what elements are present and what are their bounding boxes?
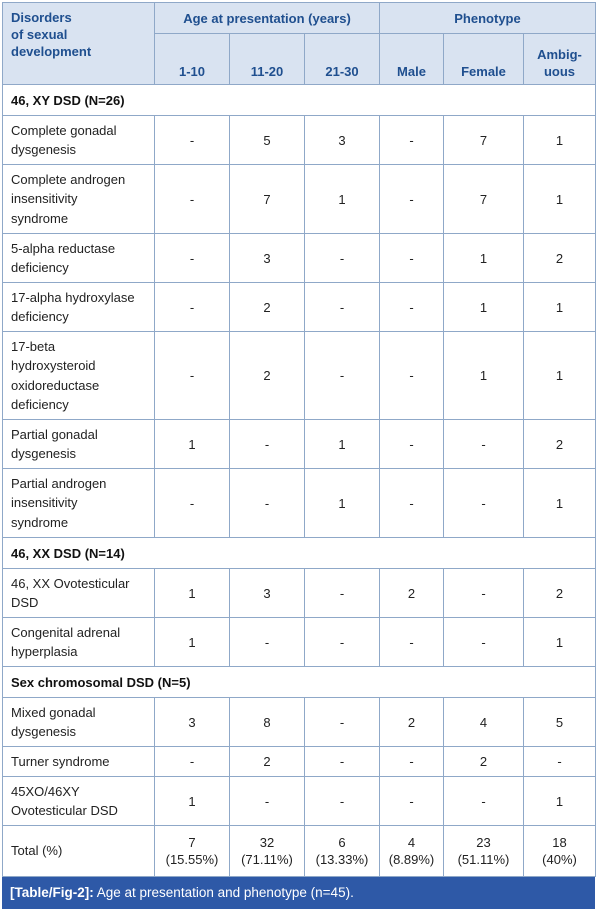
cell-value: 1 <box>524 618 596 667</box>
row-label-line: 17-alpha hydroxylase <box>11 289 135 305</box>
cell-value: - <box>305 283 380 332</box>
cell-value: 7 <box>444 165 524 234</box>
row-label <box>3 777 155 826</box>
table-row <box>3 234 596 283</box>
cell-value: 3 <box>305 116 380 165</box>
dsd-table <box>2 2 596 877</box>
cell-value: - <box>380 618 444 667</box>
table-row <box>3 469 596 538</box>
cell-value: 2 <box>444 747 524 777</box>
row-label-line: hyperplasia <box>11 644 78 659</box>
row-label-line: Turner syndrome <box>11 753 110 769</box>
cell-value <box>155 826 230 877</box>
column-header: 1-10 <box>155 34 230 85</box>
cell-value: 2 <box>380 698 444 747</box>
row-label-line: insensitivity <box>11 191 78 207</box>
row-label-line: Partial gonadal <box>11 426 98 442</box>
row-label-line: deficiency <box>11 260 69 275</box>
total-row <box>3 826 596 877</box>
total-count: 18 <box>552 835 567 850</box>
row-label <box>3 826 155 877</box>
row-label <box>3 234 155 283</box>
cell-value: 1 <box>155 420 230 469</box>
age-group-header: Age at presentation (years) <box>155 3 380 34</box>
table-body <box>3 85 596 877</box>
cell-value: 1 <box>305 469 380 538</box>
cell-value: 3 <box>155 698 230 747</box>
cell-value: 1 <box>524 116 596 165</box>
section-row <box>3 538 596 569</box>
table-figure <box>2 2 595 909</box>
section-label: Sex chromosomal DSD (N=5) <box>3 667 596 698</box>
total-percent: (13.33%) <box>315 852 369 867</box>
total-percent: (71.11%) <box>241 852 293 867</box>
cell-value: 1 <box>444 283 524 332</box>
cell-value: - <box>524 747 596 777</box>
cell-value: - <box>444 618 524 667</box>
row-label-header-line: of sexual <box>11 27 68 42</box>
cell-value: 1 <box>524 777 596 826</box>
cell-value: - <box>380 234 444 283</box>
cell-value: 1 <box>155 777 230 826</box>
total-percent: (15.55%) <box>165 852 219 867</box>
row-label-line: 17-beta <box>11 338 56 354</box>
cell-value: - <box>305 234 380 283</box>
cell-value: 1 <box>524 332 596 420</box>
row-label-line: syndrome <box>11 210 69 226</box>
cell-value: 3 <box>230 234 305 283</box>
cell-value: 8 <box>230 698 305 747</box>
cell-value: - <box>305 618 380 667</box>
cell-value: 1 <box>305 420 380 469</box>
total-count: 23 <box>476 835 491 850</box>
cell-value: - <box>380 116 444 165</box>
table-row <box>3 747 596 777</box>
row-label-line: Ovotesticular DSD <box>11 803 118 818</box>
table-caption <box>2 877 595 909</box>
table-row <box>3 283 596 332</box>
cell-value <box>230 826 305 877</box>
row-label-line: Partial androgen <box>11 475 107 491</box>
cell-value: - <box>444 469 524 538</box>
table-row <box>3 116 596 165</box>
cell-value: 2 <box>524 569 596 618</box>
cell-value: 2 <box>230 332 305 420</box>
cell-value: - <box>230 777 305 826</box>
row-label-line: 46, XX Ovotesticular <box>11 575 130 591</box>
total-count: 6 <box>338 835 346 850</box>
row-label <box>3 283 155 332</box>
cell-value: - <box>380 469 444 538</box>
cell-value: - <box>380 283 444 332</box>
cell-value: - <box>380 747 444 777</box>
cell-value: - <box>444 569 524 618</box>
row-label <box>3 116 155 165</box>
cell-value: 2 <box>230 747 305 777</box>
cell-value: 2 <box>524 420 596 469</box>
row-label-line: syndrome <box>11 514 69 530</box>
section-label: 46, XY DSD (N=26) <box>3 85 596 116</box>
cell-value: - <box>155 234 230 283</box>
cell-value: - <box>230 618 305 667</box>
total-count: 4 <box>407 835 416 850</box>
cell-value: 5 <box>230 116 305 165</box>
cell-value: - <box>444 777 524 826</box>
caption-tag: [Table/Fig-2]: <box>10 885 94 900</box>
cell-value: 1 <box>155 569 230 618</box>
cell-value: 1 <box>305 165 380 234</box>
table-row <box>3 698 596 747</box>
row-label <box>3 698 155 747</box>
row-label-line: dysgenesis <box>11 724 77 739</box>
row-label-line: 45XO/46XY <box>11 783 80 799</box>
cell-value: - <box>155 283 230 332</box>
total-percent: (8.89%) <box>388 852 435 867</box>
cell-value: 1 <box>524 469 596 538</box>
row-label-header <box>3 3 155 85</box>
cell-value <box>524 826 596 877</box>
column-header-line: uous <box>543 64 576 79</box>
caption-text: Age at presentation and phenotype (n=45). <box>93 885 354 900</box>
row-label-line: deficiency <box>11 309 69 324</box>
table-row <box>3 332 596 420</box>
cell-value: 2 <box>230 283 305 332</box>
table-row <box>3 618 596 667</box>
row-label-header-line: Disorders <box>11 10 72 25</box>
cell-value: - <box>155 469 230 538</box>
cell-value: - <box>380 165 444 234</box>
cell-value <box>444 826 524 877</box>
cell-value: 1 <box>155 618 230 667</box>
cell-value: - <box>305 569 380 618</box>
row-label-line: Total (%) <box>11 843 63 859</box>
cell-value: - <box>380 777 444 826</box>
table-row <box>3 777 596 826</box>
column-header: Female <box>444 34 524 85</box>
cell-value: 7 <box>230 165 305 234</box>
cell-value: - <box>155 116 230 165</box>
table-row <box>3 165 596 234</box>
cell-value: 2 <box>524 234 596 283</box>
row-label-line: Congenital adrenal <box>11 624 121 640</box>
cell-value: - <box>305 747 380 777</box>
cell-value: - <box>380 420 444 469</box>
cell-value: 7 <box>444 116 524 165</box>
cell-value <box>305 826 380 877</box>
cell-value: 2 <box>380 569 444 618</box>
section-row <box>3 667 596 698</box>
cell-value: 4 <box>444 698 524 747</box>
row-label <box>3 469 155 538</box>
table-header <box>3 3 596 85</box>
column-header <box>524 34 596 85</box>
cell-value: - <box>380 332 444 420</box>
cell-value: - <box>155 165 230 234</box>
total-percent: (40%) <box>542 852 577 867</box>
row-label-header-line: development <box>11 44 92 59</box>
row-label-line: deficiency <box>11 397 69 412</box>
column-header-line: Ambig- <box>537 47 582 62</box>
cell-value: 1 <box>444 234 524 283</box>
section-row <box>3 85 596 116</box>
cell-value <box>380 826 444 877</box>
cell-value: 1 <box>524 165 596 234</box>
row-label <box>3 420 155 469</box>
cell-value: - <box>444 420 524 469</box>
cell-value: - <box>230 420 305 469</box>
table-row <box>3 420 596 469</box>
cell-value: 1 <box>444 332 524 420</box>
total-percent: (51.11%) <box>457 852 510 867</box>
cell-value: - <box>155 332 230 420</box>
row-label-line: Mixed gonadal <box>11 704 96 720</box>
row-label-line: hydroxysteroid <box>11 358 96 373</box>
cell-value: - <box>305 332 380 420</box>
cell-value: 3 <box>230 569 305 618</box>
cell-value: - <box>155 747 230 777</box>
row-label-line: 5-alpha reductase <box>11 240 116 256</box>
total-count: 7 <box>188 835 196 850</box>
row-label-line: Complete gonadal <box>11 122 117 138</box>
cell-value: - <box>305 777 380 826</box>
phenotype-group-header: Phenotype <box>380 3 596 34</box>
row-label-line: insensitivity <box>11 495 78 511</box>
cell-value: - <box>305 698 380 747</box>
row-label <box>3 332 155 420</box>
row-label-line: dysgenesis <box>11 446 77 461</box>
row-label <box>3 569 155 618</box>
row-label <box>3 618 155 667</box>
cell-value: 1 <box>524 283 596 332</box>
column-header: 21-30 <box>305 34 380 85</box>
table-row <box>3 569 596 618</box>
row-label <box>3 165 155 234</box>
row-label <box>3 747 155 777</box>
row-label-line: Complete androgen <box>11 171 126 187</box>
row-label-line: DSD <box>11 595 39 610</box>
cell-value: 5 <box>524 698 596 747</box>
row-label-line: dysgenesis <box>11 142 77 157</box>
cell-value: - <box>230 469 305 538</box>
section-label: 46, XX DSD (N=14) <box>3 538 596 569</box>
column-header: Male <box>380 34 444 85</box>
total-count: 32 <box>259 835 275 850</box>
column-header: 11-20 <box>230 34 305 85</box>
row-label-line: oxidoreductase <box>11 377 100 393</box>
